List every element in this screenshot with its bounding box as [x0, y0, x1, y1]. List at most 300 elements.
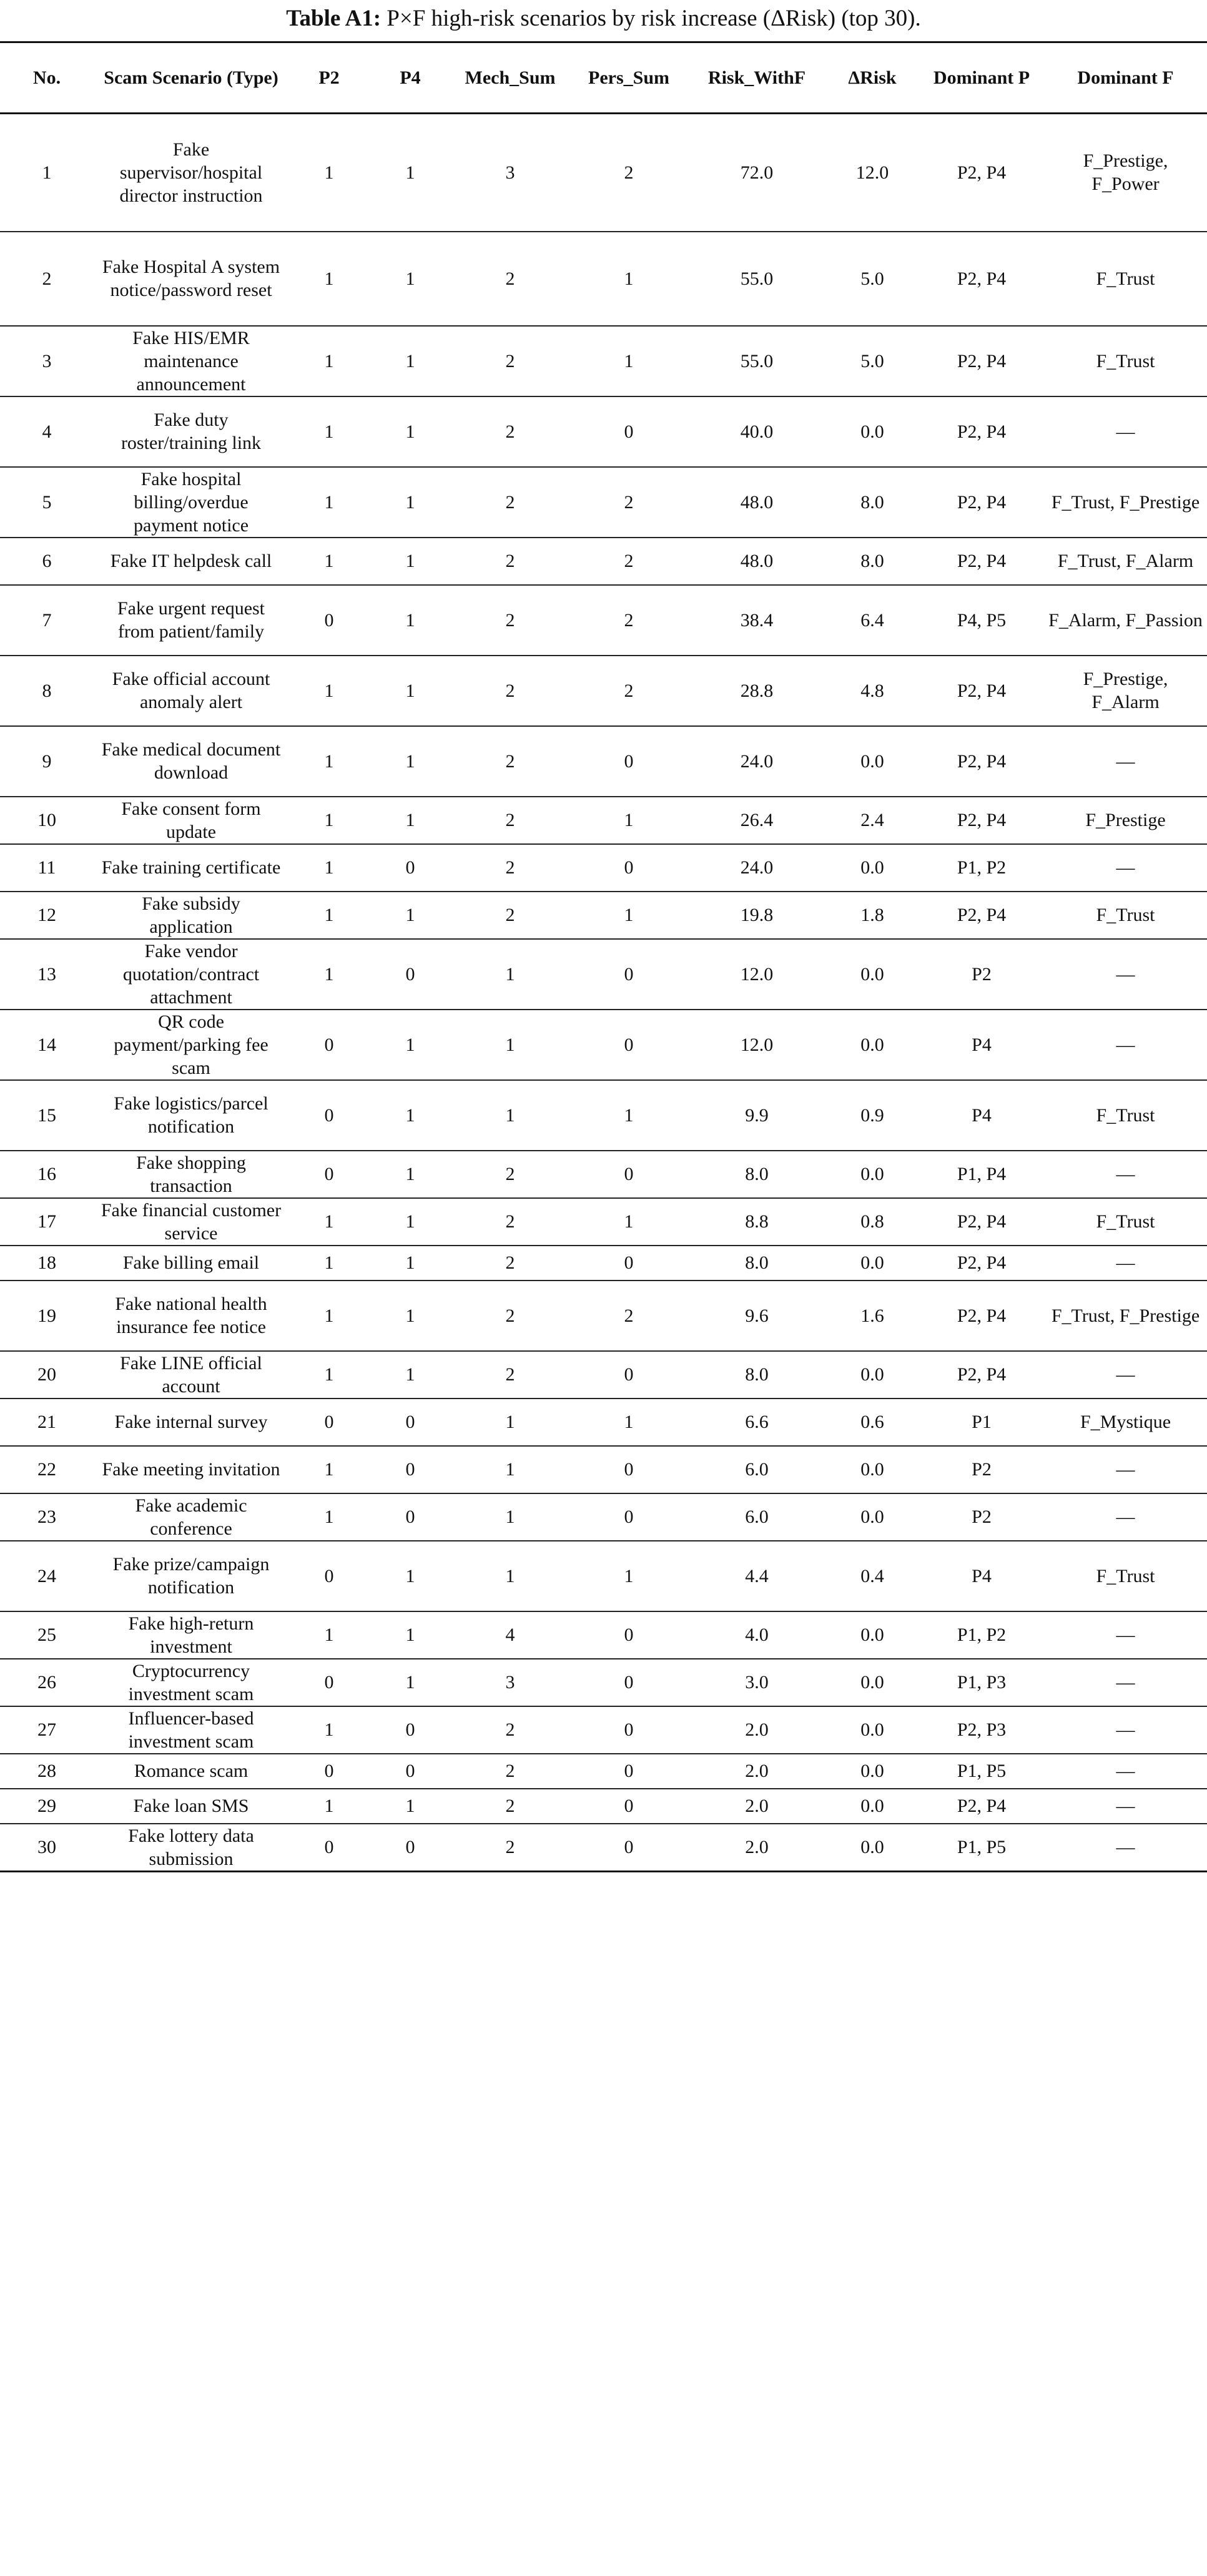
cell-no: 30 — [0, 1824, 94, 1872]
cell-no: 7 — [0, 585, 94, 656]
cell-no: 27 — [0, 1706, 94, 1754]
cell-risk-withf: 12.0 — [688, 939, 825, 1010]
cell-no: 1 — [0, 114, 94, 232]
table-row — [0, 726, 1207, 797]
cell-scenario: Fake official account anomaly alert — [94, 656, 288, 726]
table-caption-label: Table A1: — [286, 6, 382, 31]
cell-dominant-f: — — [1044, 1754, 1207, 1789]
cell-dominant-p: P2, P4 — [919, 1281, 1044, 1351]
cell-delta-risk: 0.8 — [825, 1198, 919, 1246]
cell-no: 18 — [0, 1246, 94, 1281]
cell-dominant-p: P2, P4 — [919, 892, 1044, 939]
cell-p2: 1 — [288, 656, 370, 726]
cell-pers-sum: 1 — [569, 892, 688, 939]
cell-risk-withf: 6.0 — [688, 1446, 825, 1493]
table-row — [0, 585, 1207, 656]
table-row — [0, 1706, 1207, 1754]
cell-p2: 0 — [288, 1399, 370, 1446]
cell-scenario: Romance scam — [94, 1754, 288, 1789]
cell-dominant-p: P1, P3 — [919, 1659, 1044, 1706]
risk-scenarios-table — [0, 41, 1207, 1872]
cell-p4: 1 — [370, 1789, 451, 1824]
cell-pers-sum: 0 — [569, 1151, 688, 1198]
cell-no: 15 — [0, 1080, 94, 1151]
header-scenario: Scam Scenario (Type) — [94, 42, 288, 114]
cell-p4: 1 — [370, 726, 451, 797]
cell-p4: 1 — [370, 326, 451, 396]
cell-dominant-p: P4 — [919, 1080, 1044, 1151]
cell-p2: 0 — [288, 1080, 370, 1151]
cell-dominant-f: F_Prestige, F_Power — [1044, 114, 1207, 232]
cell-delta-risk: 8.0 — [825, 467, 919, 538]
table-row — [0, 1611, 1207, 1659]
cell-no: 8 — [0, 656, 94, 726]
cell-delta-risk: 0.6 — [825, 1399, 919, 1446]
cell-delta-risk: 0.0 — [825, 1351, 919, 1399]
cell-p4: 1 — [370, 1541, 451, 1611]
cell-dominant-f: F_Trust — [1044, 1541, 1207, 1611]
cell-p4: 1 — [370, 538, 451, 585]
cell-delta-risk: 0.0 — [825, 1659, 919, 1706]
cell-no: 3 — [0, 326, 94, 396]
cell-scenario: Fake billing email — [94, 1246, 288, 1281]
cell-scenario: Fake meeting invitation — [94, 1446, 288, 1493]
cell-mech-sum: 2 — [451, 726, 569, 797]
cell-no: 4 — [0, 396, 94, 467]
cell-pers-sum: 0 — [569, 1754, 688, 1789]
cell-delta-risk: 0.0 — [825, 396, 919, 467]
table-header-row — [0, 42, 1207, 114]
cell-dominant-f: — — [1044, 1010, 1207, 1080]
cell-mech-sum: 4 — [451, 1611, 569, 1659]
cell-p2: 1 — [288, 1246, 370, 1281]
cell-pers-sum: 1 — [569, 232, 688, 326]
cell-pers-sum: 0 — [569, 1611, 688, 1659]
cell-mech-sum: 2 — [451, 538, 569, 585]
cell-p2: 1 — [288, 114, 370, 232]
cell-risk-withf: 12.0 — [688, 1010, 825, 1080]
cell-no: 2 — [0, 232, 94, 326]
cell-pers-sum: 0 — [569, 1010, 688, 1080]
cell-delta-risk: 1.8 — [825, 892, 919, 939]
table-row — [0, 1151, 1207, 1198]
header-dominant-f: Dominant F — [1044, 42, 1207, 114]
cell-no: 5 — [0, 467, 94, 538]
cell-p2: 0 — [288, 585, 370, 656]
cell-scenario: Fake Hospital A system notice/password reset — [94, 232, 288, 326]
cell-dominant-f: — — [1044, 1824, 1207, 1872]
cell-no: 11 — [0, 844, 94, 892]
cell-dominant-p: P1 — [919, 1399, 1044, 1446]
table-row — [0, 1198, 1207, 1246]
cell-scenario: Fake medical document download — [94, 726, 288, 797]
cell-no: 14 — [0, 1010, 94, 1080]
cell-risk-withf: 8.0 — [688, 1246, 825, 1281]
cell-pers-sum: 1 — [569, 326, 688, 396]
cell-scenario: Fake logistics/parcel notification — [94, 1080, 288, 1151]
cell-delta-risk: 0.0 — [825, 1824, 919, 1872]
cell-no: 19 — [0, 1281, 94, 1351]
cell-dominant-p: P4 — [919, 1010, 1044, 1080]
cell-risk-withf: 48.0 — [688, 467, 825, 538]
cell-dominant-p: P2, P4 — [919, 1246, 1044, 1281]
cell-delta-risk: 0.9 — [825, 1080, 919, 1151]
cell-dominant-p: P2, P4 — [919, 396, 1044, 467]
cell-risk-withf: 55.0 — [688, 232, 825, 326]
cell-scenario: Fake financial customer service — [94, 1198, 288, 1246]
cell-scenario: QR code payment/parking fee scam — [94, 1010, 288, 1080]
table-row — [0, 1659, 1207, 1706]
cell-risk-withf: 28.8 — [688, 656, 825, 726]
cell-delta-risk: 1.6 — [825, 1281, 919, 1351]
cell-p4: 1 — [370, 585, 451, 656]
cell-dominant-p: P2, P4 — [919, 467, 1044, 538]
cell-scenario: Fake consent form update — [94, 797, 288, 844]
cell-mech-sum: 2 — [451, 585, 569, 656]
cell-no: 22 — [0, 1446, 94, 1493]
cell-p2: 1 — [288, 1493, 370, 1541]
cell-dominant-f: — — [1044, 1789, 1207, 1824]
cell-mech-sum: 2 — [451, 1151, 569, 1198]
cell-risk-withf: 4.4 — [688, 1541, 825, 1611]
table-row — [0, 797, 1207, 844]
cell-mech-sum: 1 — [451, 1080, 569, 1151]
cell-mech-sum: 2 — [451, 1789, 569, 1824]
cell-delta-risk: 0.0 — [825, 1789, 919, 1824]
cell-scenario: Fake national health insurance fee notice — [94, 1281, 288, 1351]
cell-scenario: Fake IT helpdesk call — [94, 538, 288, 585]
header-no: No. — [0, 42, 94, 114]
cell-no: 29 — [0, 1789, 94, 1824]
header-delta-risk: ΔRisk — [825, 42, 919, 114]
cell-delta-risk: 0.0 — [825, 1611, 919, 1659]
header-mech-sum: Mech_Sum — [451, 42, 569, 114]
cell-pers-sum: 0 — [569, 1706, 688, 1754]
cell-pers-sum: 2 — [569, 1281, 688, 1351]
cell-p4: 1 — [370, 1611, 451, 1659]
cell-risk-withf: 24.0 — [688, 726, 825, 797]
cell-dominant-p: P2, P4 — [919, 1789, 1044, 1824]
header-risk-withf: Risk_WithF — [688, 42, 825, 114]
table-row — [0, 1010, 1207, 1080]
cell-pers-sum: 1 — [569, 1399, 688, 1446]
cell-no: 9 — [0, 726, 94, 797]
cell-p2: 1 — [288, 1706, 370, 1754]
table-row — [0, 114, 1207, 232]
cell-no: 21 — [0, 1399, 94, 1446]
cell-dominant-f: — — [1044, 1493, 1207, 1541]
cell-risk-withf: 72.0 — [688, 114, 825, 232]
table-caption — [0, 0, 1207, 44]
cell-scenario: Fake loan SMS — [94, 1789, 288, 1824]
table-row — [0, 538, 1207, 585]
cell-mech-sum: 2 — [451, 656, 569, 726]
cell-scenario: Fake urgent request from patient/family — [94, 585, 288, 656]
cell-delta-risk: 6.4 — [825, 585, 919, 656]
cell-scenario: Fake supervisor/hospital director instruction — [94, 114, 288, 232]
cell-p2: 1 — [288, 1198, 370, 1246]
cell-no: 12 — [0, 892, 94, 939]
cell-p2: 1 — [288, 538, 370, 585]
table-row — [0, 1246, 1207, 1281]
cell-p2: 1 — [288, 1611, 370, 1659]
cell-risk-withf: 19.8 — [688, 892, 825, 939]
cell-mech-sum: 2 — [451, 1706, 569, 1754]
cell-scenario: Fake academic conference — [94, 1493, 288, 1541]
cell-pers-sum: 2 — [569, 114, 688, 232]
cell-mech-sum: 2 — [451, 1198, 569, 1246]
cell-risk-withf: 24.0 — [688, 844, 825, 892]
cell-mech-sum: 1 — [451, 1446, 569, 1493]
cell-delta-risk: 0.4 — [825, 1541, 919, 1611]
cell-p2: 1 — [288, 939, 370, 1010]
cell-p2: 1 — [288, 844, 370, 892]
cell-dominant-p: P2, P4 — [919, 538, 1044, 585]
cell-risk-withf: 2.0 — [688, 1706, 825, 1754]
cell-dominant-p: P2, P4 — [919, 1198, 1044, 1246]
cell-p2: 1 — [288, 326, 370, 396]
cell-dominant-f: F_Mystique — [1044, 1399, 1207, 1446]
cell-p2: 1 — [288, 1446, 370, 1493]
cell-scenario: Fake HIS/EMR maintenance announcement — [94, 326, 288, 396]
header-dominant-p: Dominant P — [919, 42, 1044, 114]
table-row — [0, 1446, 1207, 1493]
table-row — [0, 892, 1207, 939]
cell-delta-risk: 0.0 — [825, 726, 919, 797]
header-p4: P4 — [370, 42, 451, 114]
cell-risk-withf: 3.0 — [688, 1659, 825, 1706]
table-row — [0, 1824, 1207, 1872]
cell-p2: 1 — [288, 1281, 370, 1351]
cell-mech-sum: 2 — [451, 1754, 569, 1789]
cell-risk-withf: 8.8 — [688, 1198, 825, 1246]
cell-no: 25 — [0, 1611, 94, 1659]
table-row — [0, 326, 1207, 396]
cell-dominant-p: P2, P4 — [919, 1351, 1044, 1399]
cell-mech-sum: 1 — [451, 1010, 569, 1080]
cell-pers-sum: 0 — [569, 1659, 688, 1706]
cell-pers-sum: 0 — [569, 1824, 688, 1872]
table-row — [0, 1351, 1207, 1399]
cell-dominant-f: F_Trust, F_Alarm — [1044, 538, 1207, 585]
cell-p4: 1 — [370, 467, 451, 538]
table-row — [0, 656, 1207, 726]
cell-p2: 0 — [288, 1151, 370, 1198]
cell-dominant-f: — — [1044, 1659, 1207, 1706]
cell-dominant-f: — — [1044, 1446, 1207, 1493]
cell-pers-sum: 0 — [569, 1351, 688, 1399]
cell-mech-sum: 1 — [451, 939, 569, 1010]
cell-no: 26 — [0, 1659, 94, 1706]
cell-mech-sum: 2 — [451, 1351, 569, 1399]
cell-p2: 1 — [288, 797, 370, 844]
cell-mech-sum: 2 — [451, 1824, 569, 1872]
cell-mech-sum: 2 — [451, 1246, 569, 1281]
cell-scenario: Fake internal survey — [94, 1399, 288, 1446]
cell-mech-sum: 2 — [451, 396, 569, 467]
cell-mech-sum: 2 — [451, 326, 569, 396]
cell-dominant-f: F_Trust — [1044, 1198, 1207, 1246]
cell-pers-sum: 0 — [569, 726, 688, 797]
cell-no: 6 — [0, 538, 94, 585]
cell-dominant-f: F_Prestige, F_Alarm — [1044, 656, 1207, 726]
cell-risk-withf: 4.0 — [688, 1611, 825, 1659]
cell-dominant-p: P2 — [919, 1446, 1044, 1493]
cell-no: 17 — [0, 1198, 94, 1246]
table-row — [0, 396, 1207, 467]
cell-pers-sum: 2 — [569, 467, 688, 538]
table-row — [0, 1399, 1207, 1446]
cell-risk-withf: 6.6 — [688, 1399, 825, 1446]
cell-dominant-f: — — [1044, 1246, 1207, 1281]
cell-scenario: Fake hospital billing/overdue payment notice — [94, 467, 288, 538]
cell-dominant-p: P2, P4 — [919, 797, 1044, 844]
cell-scenario: Fake subsidy application — [94, 892, 288, 939]
cell-p4: 1 — [370, 232, 451, 326]
cell-mech-sum: 3 — [451, 1659, 569, 1706]
cell-mech-sum: 2 — [451, 232, 569, 326]
cell-mech-sum: 2 — [451, 797, 569, 844]
cell-dominant-p: P2 — [919, 1493, 1044, 1541]
table-row — [0, 232, 1207, 326]
cell-mech-sum: 2 — [451, 467, 569, 538]
cell-dominant-f: F_Trust, F_Prestige — [1044, 467, 1207, 538]
cell-scenario: Fake LINE official account — [94, 1351, 288, 1399]
cell-no: 16 — [0, 1151, 94, 1198]
cell-risk-withf: 2.0 — [688, 1754, 825, 1789]
cell-risk-withf: 48.0 — [688, 538, 825, 585]
cell-scenario: Fake vendor quotation/contract attachment — [94, 939, 288, 1010]
cell-pers-sum: 2 — [569, 656, 688, 726]
cell-risk-withf: 38.4 — [688, 585, 825, 656]
cell-pers-sum: 1 — [569, 1080, 688, 1151]
cell-delta-risk: 0.0 — [825, 939, 919, 1010]
cell-dominant-p: P2, P4 — [919, 656, 1044, 726]
cell-p4: 1 — [370, 1281, 451, 1351]
table-row — [0, 939, 1207, 1010]
cell-delta-risk: 12.0 — [825, 114, 919, 232]
cell-pers-sum: 0 — [569, 1493, 688, 1541]
cell-risk-withf: 8.0 — [688, 1151, 825, 1198]
cell-pers-sum: 1 — [569, 1541, 688, 1611]
cell-dominant-p: P1, P4 — [919, 1151, 1044, 1198]
cell-p2: 0 — [288, 1824, 370, 1872]
cell-dominant-f: F_Trust — [1044, 892, 1207, 939]
cell-delta-risk: 5.0 — [825, 232, 919, 326]
table-row — [0, 1754, 1207, 1789]
cell-p4: 1 — [370, 1010, 451, 1080]
cell-p4: 1 — [370, 656, 451, 726]
cell-delta-risk: 0.0 — [825, 1754, 919, 1789]
cell-scenario: Influencer-based investment scam — [94, 1706, 288, 1754]
cell-delta-risk: 0.0 — [825, 1246, 919, 1281]
cell-p4: 0 — [370, 1399, 451, 1446]
table-row — [0, 1789, 1207, 1824]
cell-scenario: Fake prize/campaign notification — [94, 1541, 288, 1611]
cell-p2: 1 — [288, 396, 370, 467]
cell-no: 24 — [0, 1541, 94, 1611]
cell-dominant-p: P1, P2 — [919, 844, 1044, 892]
cell-risk-withf: 8.0 — [688, 1351, 825, 1399]
cell-pers-sum: 1 — [569, 1198, 688, 1246]
table-row — [0, 1281, 1207, 1351]
cell-p4: 0 — [370, 1754, 451, 1789]
cell-p2: 1 — [288, 232, 370, 326]
cell-dominant-f: — — [1044, 1151, 1207, 1198]
cell-risk-withf: 2.0 — [688, 1824, 825, 1872]
cell-p2: 1 — [288, 892, 370, 939]
cell-risk-withf: 55.0 — [688, 326, 825, 396]
cell-dominant-f: — — [1044, 844, 1207, 892]
cell-dominant-p: P2, P3 — [919, 1706, 1044, 1754]
cell-scenario: Cryptocurrency investment scam — [94, 1659, 288, 1706]
cell-pers-sum: 0 — [569, 939, 688, 1010]
cell-no: 28 — [0, 1754, 94, 1789]
cell-scenario: Fake shopping transaction — [94, 1151, 288, 1198]
cell-delta-risk: 0.0 — [825, 1151, 919, 1198]
cell-risk-withf: 6.0 — [688, 1493, 825, 1541]
cell-dominant-p: P2, P4 — [919, 114, 1044, 232]
cell-scenario: Fake lottery data submission — [94, 1824, 288, 1872]
cell-dominant-f: F_Trust — [1044, 232, 1207, 326]
cell-delta-risk: 2.4 — [825, 797, 919, 844]
cell-pers-sum: 0 — [569, 1446, 688, 1493]
cell-delta-risk: 0.0 — [825, 844, 919, 892]
cell-p4: 0 — [370, 1824, 451, 1872]
cell-scenario: Fake high-return investment — [94, 1611, 288, 1659]
cell-p2: 1 — [288, 467, 370, 538]
cell-dominant-f: — — [1044, 396, 1207, 467]
cell-delta-risk: 5.0 — [825, 326, 919, 396]
cell-delta-risk: 0.0 — [825, 1706, 919, 1754]
cell-mech-sum: 1 — [451, 1541, 569, 1611]
table-caption-text: P×F high-risk scenarios by risk increase (ΔRisk) (top 30). — [381, 6, 921, 31]
cell-dominant-f: — — [1044, 1706, 1207, 1754]
cell-dominant-p: P1, P5 — [919, 1754, 1044, 1789]
table-row — [0, 844, 1207, 892]
cell-p4: 1 — [370, 1198, 451, 1246]
cell-risk-withf: 9.6 — [688, 1281, 825, 1351]
cell-p4: 0 — [370, 1706, 451, 1754]
cell-dominant-f: F_Trust — [1044, 326, 1207, 396]
cell-p2: 1 — [288, 1351, 370, 1399]
cell-pers-sum: 2 — [569, 585, 688, 656]
table-row — [0, 1493, 1207, 1541]
cell-no: 13 — [0, 939, 94, 1010]
cell-mech-sum: 2 — [451, 1281, 569, 1351]
cell-dominant-p: P2, P4 — [919, 326, 1044, 396]
cell-no: 10 — [0, 797, 94, 844]
cell-mech-sum: 3 — [451, 114, 569, 232]
cell-pers-sum: 0 — [569, 1789, 688, 1824]
cell-delta-risk: 4.8 — [825, 656, 919, 726]
cell-p2: 1 — [288, 726, 370, 797]
cell-p4: 1 — [370, 1080, 451, 1151]
table-row — [0, 1541, 1207, 1611]
cell-mech-sum: 1 — [451, 1399, 569, 1446]
cell-pers-sum: 1 — [569, 797, 688, 844]
cell-dominant-f: — — [1044, 1351, 1207, 1399]
cell-no: 20 — [0, 1351, 94, 1399]
cell-pers-sum: 0 — [569, 396, 688, 467]
cell-dominant-f: F_Prestige — [1044, 797, 1207, 844]
table-row — [0, 467, 1207, 538]
cell-p4: 0 — [370, 844, 451, 892]
cell-scenario: Fake duty roster/training link — [94, 396, 288, 467]
cell-p2: 0 — [288, 1659, 370, 1706]
cell-mech-sum: 1 — [451, 1493, 569, 1541]
cell-dominant-f: — — [1044, 1611, 1207, 1659]
